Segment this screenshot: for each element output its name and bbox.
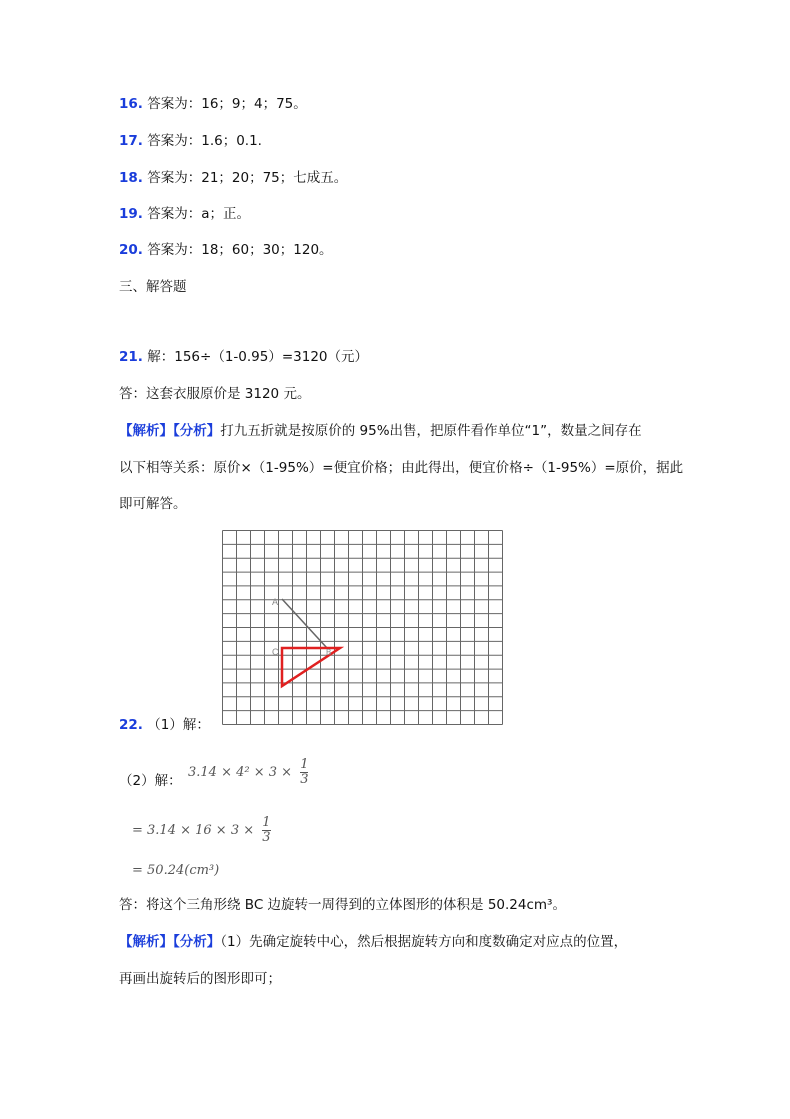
q22-part2-label: （2）解： <box>119 773 182 789</box>
analysis-tag: 【解析】【分析】 <box>119 934 221 950</box>
answer-text: 答案为：a；正。 <box>147 206 251 222</box>
part1-label: （1）解： <box>147 717 210 733</box>
grid-lines <box>223 531 503 725</box>
analysis-tag: 【解析】【分析】 <box>119 423 221 439</box>
formula-line1 <box>188 758 308 787</box>
q21-answer: 答：这套衣服原价是 3120 元。 <box>119 386 311 402</box>
answer-number: 20 <box>119 242 138 258</box>
answer-19: 19. 答案为：a；正。 <box>119 206 251 222</box>
label-b: B <box>326 648 332 657</box>
answer-number: 19 <box>119 206 138 222</box>
label-a: A <box>272 597 279 607</box>
answer-17: 17. 答案为：1.6；0.1. <box>119 133 262 149</box>
q21-analysis-line1: 【解析】【分析】打九五折就是按原价的 95%出售，把原件看作单位“1”，数量之间存在 <box>119 423 642 439</box>
q21-analysis-line2: 以下相等关系：原价×（1-95%）=便宜价格；由此得出，便宜价格÷（1-95%）=原价，据此 <box>119 460 684 476</box>
q22-part1: 22. （1）解： <box>119 717 210 733</box>
answer-number: 18 <box>119 170 138 186</box>
q22-analysis-line2: 再画出旋转后的图形即可； <box>119 971 281 987</box>
q22-analysis-line1: 【解析】【分析】（1）先确定旋转中心，然后根据旋转方向和度数确定对应点的位置， <box>119 934 628 950</box>
fraction: $\frac{1}{3}$ <box>262 815 271 845</box>
fraction: $\frac{1}{3}$ <box>300 757 309 787</box>
answer-16: 16. 答案为：16；9；4；75。 <box>119 96 307 112</box>
q22-answer: 答：将这个三角形绕 BC 边旋转一周得到的立体图形的体积是 50.24cm³。 <box>119 897 566 913</box>
q21-analysis-line3: 即可解答。 <box>119 496 187 512</box>
answer-20: 20. 答案为：18；60；30；120。 <box>119 242 333 258</box>
label-c: C <box>272 647 279 657</box>
answer-18: 18. 答案为：21；20；75；七成五。 <box>119 170 348 186</box>
question-number: 22 <box>119 717 138 733</box>
answer-text: 答案为：21；20；75；七成五。 <box>147 170 348 186</box>
section-title: 三、解答题 <box>119 279 187 295</box>
answer-text: 答案为：1.6；0.1. <box>147 133 262 149</box>
formula-expr: = 3.14 × 16 × 3 × <box>132 823 255 838</box>
formula-line3: = 50.24(cm³) <box>132 863 220 878</box>
answer-text: 答案为：18；60；30；120。 <box>147 242 333 258</box>
formula-expr: 3.14 × 4² × 3 × <box>188 765 293 780</box>
question-number: 21 <box>119 349 138 365</box>
formula-line2 <box>132 816 271 845</box>
solution-text: 解：156÷（1-0.95）=3120（元） <box>147 349 369 365</box>
answer-number: 17 <box>119 133 138 149</box>
answer-text: 答案为：16；9；4；75。 <box>147 96 307 112</box>
grid-figure <box>222 530 504 726</box>
answer-number: 16 <box>119 96 138 112</box>
q21-solution: 21. 解：156÷（1-0.95）=3120（元） <box>119 349 369 365</box>
